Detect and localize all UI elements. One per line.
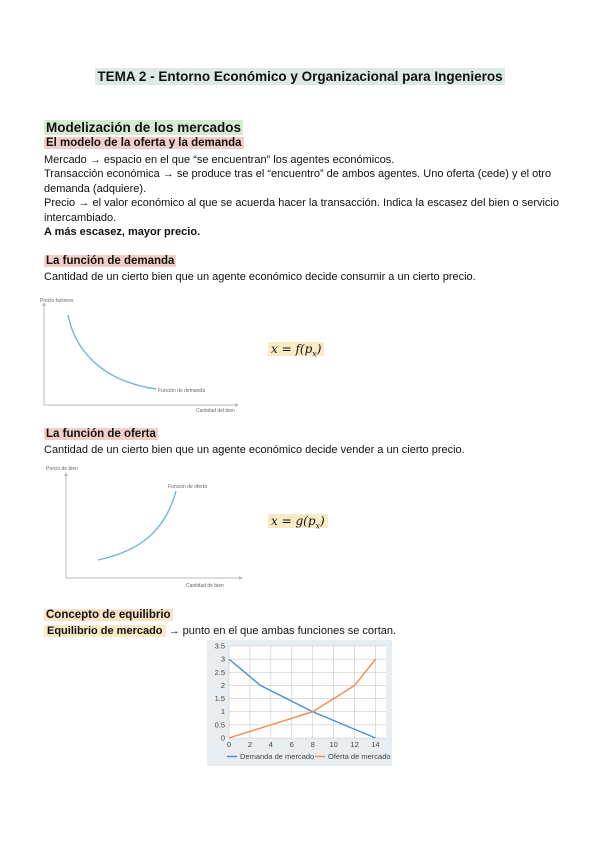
paragraph-mercado: Mercado → espacio en el que “se encuentran” los agentes económicos.: [44, 154, 395, 166]
plot-area: [229, 646, 386, 738]
paragraph-precio: Precio → el valor económico al que se acuerda hacer la transacción. Indica la escasez del bien o servicio intercambiado.: [44, 197, 559, 224]
x-tick-label: 6: [289, 740, 294, 749]
paragraph-escasez: A más escasez, mayor precio.: [44, 226, 201, 238]
y-tick-label: 3: [220, 654, 225, 664]
subheading-oferta: La función de oferta: [46, 428, 156, 440]
subheading-modelo: El modelo de la oferta y la demanda: [46, 137, 242, 149]
paragraph-demanda: Cantidad de un cierto bien que un agente económico decide consumir a un cierto precio.: [44, 271, 476, 283]
demand-y-label: Precio factores: [40, 298, 74, 304]
x-tick-label: 14: [371, 740, 380, 749]
supply-curve-figure: [40, 463, 250, 593]
y-tick-label: 0.5: [214, 720, 225, 730]
paragraph-transaccion: Transacción económica → se produce tras el “encuentro” de ambos agentes. Uno oferta (cede) y el otro demanda (adquiere).: [44, 168, 552, 195]
y-tick-label: 0: [220, 733, 225, 743]
paragraph-oferta: Cantidad de un cierto bien que un agente económico decide vender a un cierto precio.: [44, 444, 465, 456]
supply-formula: $x = g(p_x)$: [268, 514, 328, 530]
supply-x-label: Cantidad de bien: [186, 583, 224, 589]
demand-x-arrow: [235, 403, 239, 407]
y-tick-label: 3.5: [214, 641, 225, 651]
document-title: TEMA 2 - Entorno Económico y Organizacional para Ingenieros: [97, 69, 503, 84]
legend-label: Demanda de mercado: [240, 752, 315, 761]
demand-curve-label: Función de demanda: [158, 388, 205, 394]
paragraph-equilibrio: Equilibrio de mercado → punto en el que ambas funciones se cortan.: [44, 624, 559, 639]
y-tick-label: 1.5: [214, 694, 225, 704]
supply-y-arrow: [64, 472, 68, 476]
subheading-demanda: La función de demanda: [46, 255, 175, 267]
supply-curve-label: Función de oferta: [168, 484, 207, 490]
demand-x-label: Cantidad del bien: [196, 408, 235, 414]
x-tick-label: 2: [247, 740, 253, 749]
demand-formula: $x = f(p_x)$: [268, 342, 324, 358]
supply-curve: [98, 491, 176, 560]
x-tick-label: 4: [268, 740, 273, 749]
y-tick-label: 1: [220, 707, 225, 717]
x-tick-label: 10: [329, 740, 338, 749]
equilibrium-chart: [207, 640, 392, 766]
supply-y-label: Precio de bien: [46, 466, 78, 472]
y-tick-label: 2.5: [214, 667, 225, 677]
y-tick-label: 2: [220, 680, 225, 690]
supply-x-arrow: [239, 576, 243, 580]
section-heading: Modelización de los mercados: [46, 120, 242, 135]
demand-curve: [68, 315, 156, 389]
x-tick-label: 0: [226, 740, 232, 749]
subheading-equilibrio: Concepto de equilibrio: [46, 609, 171, 621]
demand-curve-figure: [36, 295, 246, 415]
legend-label: Oferta de mercado: [328, 752, 391, 761]
x-tick-label: 12: [350, 740, 359, 749]
x-tick-label: 8: [310, 740, 315, 749]
